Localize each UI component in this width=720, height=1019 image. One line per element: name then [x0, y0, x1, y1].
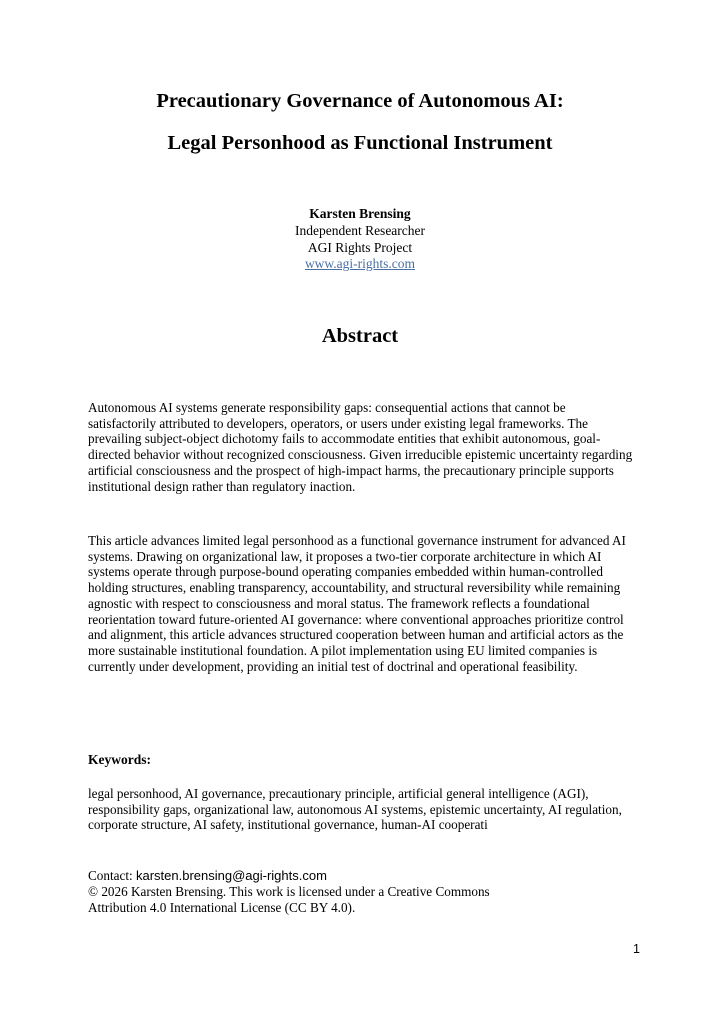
keywords-list: legal personhood, AI governance, precautionary principle, artificial general intelligence (AGI), responsibility gaps, organizational law, autonomous AI systems, epistemic uncertainty, AI regulation, corporate structure, AI safety, institutional governance, human-AI cooperati	[88, 786, 622, 833]
author-website-link[interactable]: www.agi-rights.com	[304, 256, 416, 272]
copyright-line-2: Attribution 4.0 International License (CC BY 4.0).	[88, 900, 356, 916]
author-role: Independent Researcher	[294, 222, 426, 238]
contact-block	[88, 868, 636, 917]
paper-title-line-1: Precautionary Governance of Autonomous AI:	[156, 90, 564, 112]
page-number: 1	[633, 942, 640, 956]
copyright-line-1: © 2026 Karsten Brensing. This work is licensed under a Creative Commons	[88, 884, 490, 900]
abstract-heading: Abstract	[321, 325, 399, 347]
author-affiliation: AGI Rights Project	[307, 239, 413, 255]
paper-title-line-2: Legal Personhood as Functional Instrument	[167, 132, 553, 154]
author-name: Karsten Brensing	[309, 206, 411, 221]
contact-label: Contact:	[88, 868, 136, 883]
author-block	[0, 206, 720, 273]
contact-line	[88, 868, 636, 884]
abstract-paragraph-2: This article advances limited legal personhood as a functional governance instrument for advanced AI systems. Drawing on organizational law, it proposes a two-tier corporate architecture in which AI systems operate through purpose-bound operating companies embedded within human-controlled holding structures, enabling transparency, accountability, and structural reversibility while remaining agnostic with respect to consciousness and moral status. The framework reflects a foundational reorientation toward future-oriented AI governance: where conventional approaches prioritize control and alignment, this article advances structured cooperation between human and artificial actors as the more sustainable institutional foundation. A pilot implementation using EU limited companies is currently under development, providing an initial test of doctrinal and operational feasibility.	[88, 533, 626, 674]
abstract-paragraph-1: Autonomous AI systems generate responsibility gaps: consequential actions that cannot be satisfactorily attributed to developers, operators, or users under existing legal frameworks. The prevailing subject-object dichotomy fails to accommodate entities that exhibit autonomous, goal-directed behavior without recognized consciousness. Given irreducible epistemic uncertainty regarding artificial consciousness and the prospect of high-impact harms, the precautionary principle supports institutional design rather than regulatory inaction.	[88, 400, 633, 494]
contact-email[interactable]: karsten.brensing@agi-rights.com	[135, 868, 327, 883]
keywords-heading: Keywords:	[88, 752, 151, 767]
